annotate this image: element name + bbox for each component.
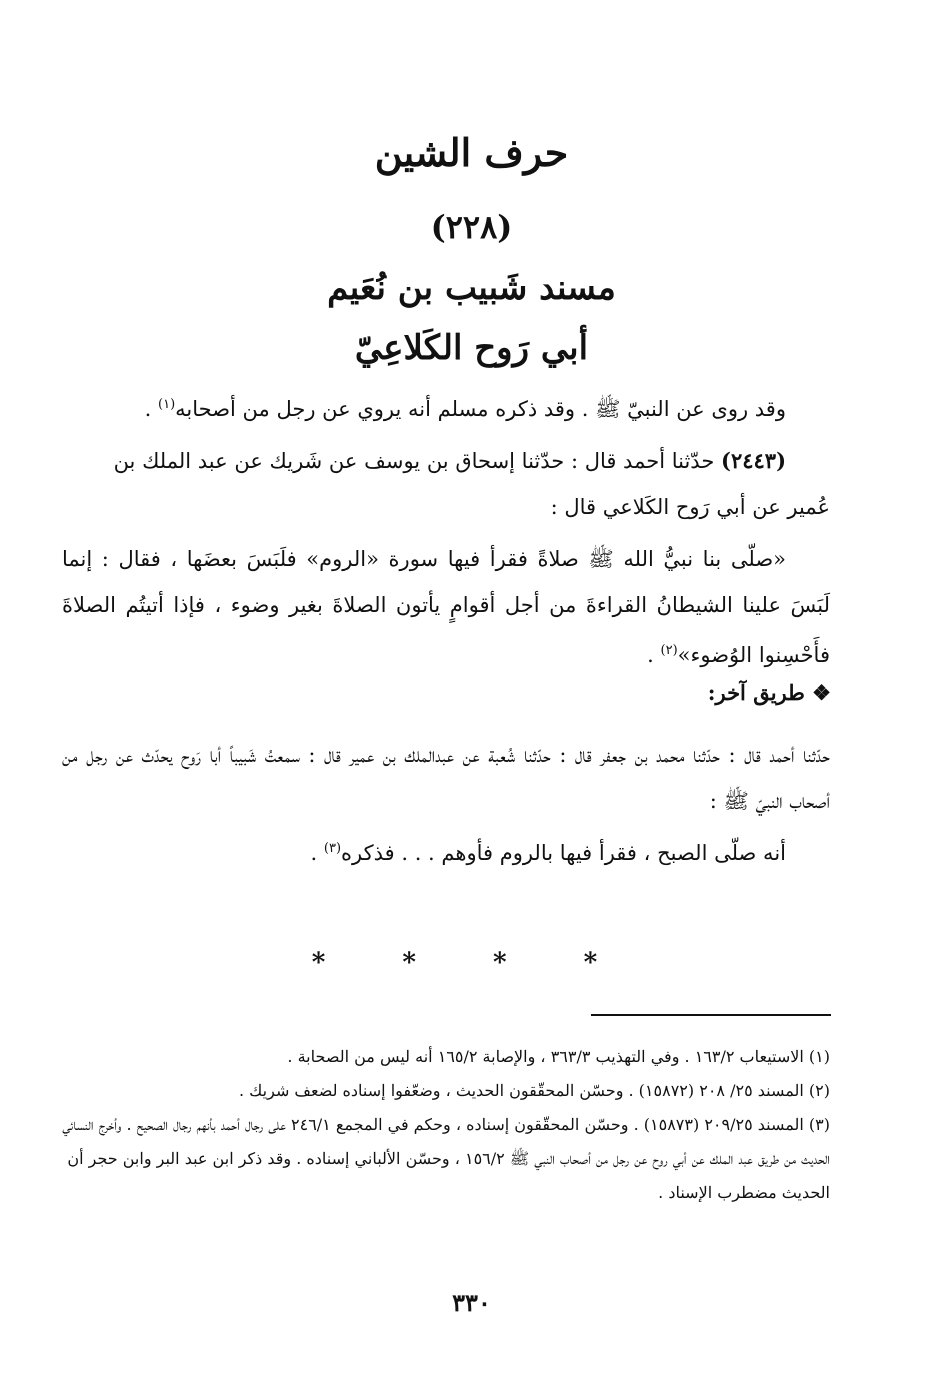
intro-text: وقد روى عن النبيّ ﷺ . وقد ذكره مسلم أنه يروي عن رجل من أصحابه — [175, 397, 786, 421]
hadith-text — [62, 536, 830, 678]
footnotes — [62, 1040, 830, 1210]
intro-end: . — [144, 397, 158, 421]
report-end: . — [310, 841, 324, 865]
musnad-heading: مسند شَبيب بن نُعَيم — [327, 268, 616, 308]
hadith-end: . — [647, 643, 661, 667]
hadith-chain — [62, 438, 830, 530]
other-route-report — [62, 826, 830, 876]
intro-paragraph — [62, 382, 830, 432]
footnote-rule — [591, 1014, 831, 1016]
footnote-2: (٢) المسند ٢٥/ ٢٠٨ (١٥٨٧٢) . وحسّن المحقّقون الحديث ، وضعّفوا إسناده لضعف شريك . — [239, 1081, 830, 1100]
hadith-matn: «صلّى بنا نبيُّ الله ﷺ صلاةً فقرأ فيها سورة «الروم» فلَبَسَ بعضَها ، فقال : إنما لَبَسَ علينا الشيطانُ القراءةَ من أجل أقوامٍ يأتون الصلاةَ بغير وضوء ، فإذا أتيتُم الصلاةَ فأَحْسِنوا الوُضوء» — [62, 547, 830, 667]
footnote-ref-3: (٣) — [323, 841, 342, 856]
footnote-ref-1: (١) — [158, 397, 176, 412]
footnote-3: (٣) المسند ٢٠٩/٢٥ (١٥٨٧٣) . وحسّن المحقّقون إسناده ، وحكم في المجمع ٢٤٦/١ على رجال أحمد بأنهم رجال الصحيح . وأخرج النسائي الحديث من طريق عبد الملك عن أبي روح عن رجل من أصحاب النبي ﷺ ١٥٦/٢ ، وحسّن الألباني إسناده . وقد ذكر ابن عبد البر وابن حجر أن الحديث مضطرب الإسناد . — [62, 1115, 830, 1202]
chapter-title: حرف الشين — [374, 130, 569, 175]
report-text: أنه صلّى الصبح ، فقرأ فيها بالروم فأوهم . . . فذكره — [341, 841, 786, 865]
kunya-heading: أبي رَوح الكَلاعِيّ — [354, 328, 589, 368]
footnote-1: (١) الاستيعاب ١٦٣/٢ . وفي التهذيب ٣٦٣/٣ ، والإصابة ١٦٥/٢ أنه ليس من الصحابة . — [287, 1047, 830, 1066]
hadith-number: (٢٤٤٣) — [721, 448, 786, 473]
footnote-ref-2: (٢) — [660, 643, 678, 658]
page-number: ٣٣٠ — [452, 1288, 491, 1317]
other-route-chain: حدّثنا أحمد قال : حدّثنا محمد بن جعفر قال : حدّثنا شُعبة عن عبدالملك بن عمير قال : سمعتُ شَبيباً أبا رَوح يحدّث عن رجل من أصحاب النبيّ ﷺ : — [62, 743, 830, 813]
hadith-chain-text-1: حدّثنا أحمد قال : حدّثنا إسحاق بن يوسف عن شَريك عن عبد الملك بن — [113, 449, 715, 473]
entry-number: (٢٢٨) — [430, 208, 513, 246]
other-route-heading: ❖ طريق آخر: — [707, 680, 831, 705]
hadith-chain-line-1 — [62, 438, 830, 484]
hadith-chain-line-2: عُمير عن أبي رَوح الكَلاعي قال : — [550, 495, 830, 519]
section-separator: * * * * — [311, 948, 632, 978]
